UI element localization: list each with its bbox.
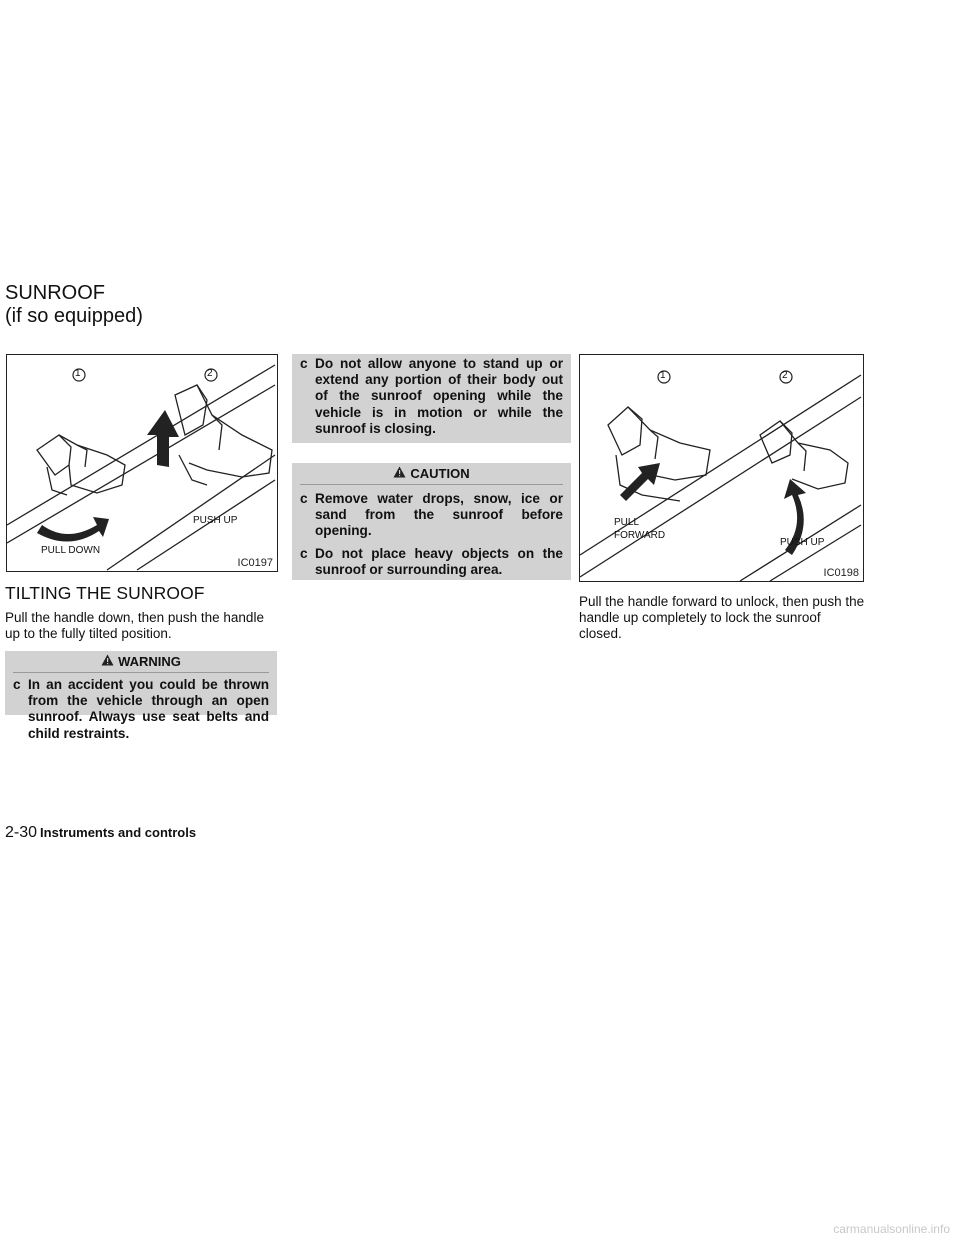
caution-item: c Do not place heavy objects on the sunroof or surrounding area. [300,545,563,577]
figure-left-id: IC0197 [237,557,273,569]
figure-right-label-forward: FORWARD [614,530,666,541]
tilt-handle-illustration [7,355,277,571]
warning-list-part1 [13,677,269,742]
figure-left-marker-1: 1 [75,368,81,379]
warning-item: c In an accident you could be thrown from the vehicle through an open sunroof. Always use seat belts and child restraints. [13,677,269,741]
warning-triangle-icon [101,654,114,669]
bullet-icon: c [13,677,21,692]
warning-list-part2 [300,356,563,437]
page-footer [5,824,196,842]
caution-triangle-icon [393,466,406,481]
caution-list [300,491,563,578]
bullet-icon: c [300,356,308,371]
figure-right-id: IC0198 [823,567,859,579]
warning-header [13,651,269,673]
lock-body: Pull the handle forward to unlock, then push the handle up completely to lock the sunroof closed. [579,594,865,641]
warning-box-part1 [5,651,277,741]
watermark: carmanualsonline.info [833,1222,950,1236]
figure-right-marker-2: 2 [782,370,788,381]
caution-box [292,463,571,580]
figure-right-marker-1: 1 [660,370,666,381]
caution-header [300,463,563,485]
section-title-line2: (if so equipped) [5,305,143,327]
page-section-title: Instruments and controls [40,825,197,840]
figure-lock-handle [579,354,864,582]
warning-title: WARNING [118,654,181,669]
caution-item: c Remove water drops, snow, ice or sand from the sunroof before opening. [300,491,563,539]
page-number: 2-30 [5,824,38,841]
warning-item: c Do not allow anyone to stand up or extend any portion of their body out of the sunroof opening while the vehicle is in motion or while the sunroof is closing. [300,356,563,436]
section-title-line1: SUNROOF [5,282,105,304]
section-title [5,282,143,328]
figure-left-marker-2: 2 [207,368,213,379]
figure-right-label-pull: PULL [614,517,640,528]
figure-left-label-pull-down: PULL DOWN [41,545,101,556]
figure-left-label-push-up: PUSH UP [193,515,238,526]
figure-right-label-push-up: PUSH UP [780,537,825,548]
bullet-icon: c [300,545,308,561]
tilting-heading: TILTING THE SUNROOF [5,583,205,603]
figure-tilt-handle [6,354,278,572]
warning-box-part2 [292,354,571,443]
caution-title: CAUTION [410,466,470,481]
bullet-icon: c [300,491,308,506]
tilting-body: Pull the handle down, then push the handle up to the fully tilted position. [5,610,264,641]
